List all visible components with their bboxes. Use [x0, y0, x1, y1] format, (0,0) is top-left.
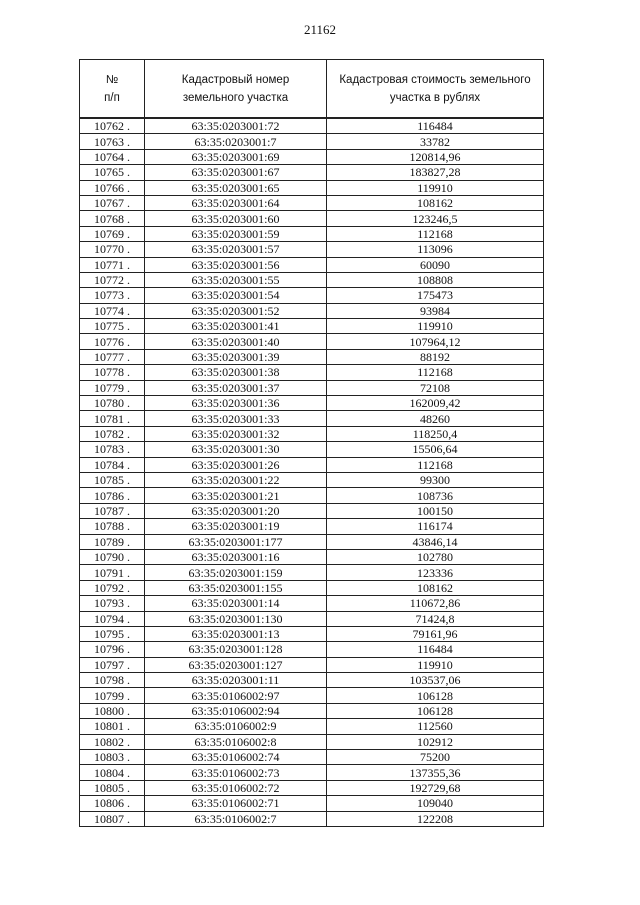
row-number-cell: 10807 . — [80, 811, 145, 826]
row-number-cell: 10781 . — [80, 411, 145, 426]
cadastral-value-cell: 33782 — [327, 134, 544, 149]
table-row — [80, 657, 544, 672]
cadastral-value-cell: 116174 — [327, 519, 544, 534]
table-row — [80, 519, 544, 534]
cadastral-number-cell: 63:35:0203001:30 — [145, 442, 327, 457]
cadastral-value-cell: 137355,36 — [327, 765, 544, 780]
cadastral-number-cell: 63:35:0106002:97 — [145, 688, 327, 703]
table-row — [80, 118, 544, 134]
table-row — [80, 288, 544, 303]
row-number-cell: 10768 . — [80, 211, 145, 226]
cadastral-value-cell: 112168 — [327, 457, 544, 472]
cadastral-value-cell: 106128 — [327, 703, 544, 718]
table-row — [80, 242, 544, 257]
cadastral-number-cell: 63:35:0203001:16 — [145, 549, 327, 564]
cadastral-value-cell: 108162 — [327, 580, 544, 595]
row-number-cell: 10787 . — [80, 503, 145, 518]
cadastral-number-cell: 63:35:0203001:54 — [145, 288, 327, 303]
table-row — [80, 580, 544, 595]
cadastral-value-cell: 123336 — [327, 565, 544, 580]
cadastral-number-cell: 63:35:0106002:74 — [145, 750, 327, 765]
table-row — [80, 226, 544, 241]
table-row — [80, 349, 544, 364]
row-number-cell: 10770 . — [80, 242, 145, 257]
table-row — [80, 703, 544, 718]
cadastral-value-cell: 192729,68 — [327, 780, 544, 795]
row-number-cell: 10806 . — [80, 796, 145, 811]
row-number-cell: 10786 . — [80, 488, 145, 503]
cadastral-number-cell: 63:35:0203001:39 — [145, 349, 327, 364]
cadastral-number-cell: 63:35:0203001:59 — [145, 226, 327, 241]
cadastral-value-cell: 15506,64 — [327, 442, 544, 457]
cadastral-number-cell: 63:35:0203001:14 — [145, 596, 327, 611]
table-row — [80, 811, 544, 826]
table-body — [80, 118, 544, 826]
row-number-cell: 10795 . — [80, 626, 145, 641]
table-row — [80, 319, 544, 334]
cadastral-value-cell: 79161,96 — [327, 626, 544, 641]
row-number-cell: 10766 . — [80, 180, 145, 195]
cadastral-value-cell: 116484 — [327, 118, 544, 134]
table-row — [80, 472, 544, 487]
table-row — [80, 334, 544, 349]
cadastral-number-cell: 63:35:0203001:69 — [145, 149, 327, 164]
row-number-cell: 10785 . — [80, 472, 145, 487]
row-number-cell: 10800 . — [80, 703, 145, 718]
row-number-cell: 10793 . — [80, 596, 145, 611]
table-row — [80, 750, 544, 765]
table-row — [80, 303, 544, 318]
cadastral-number-cell: 63:35:0203001:26 — [145, 457, 327, 472]
cadastral-value-cell: 123246,5 — [327, 211, 544, 226]
row-number-cell: 10765 . — [80, 165, 145, 180]
table-row — [80, 565, 544, 580]
page-number: 21162 — [303, 22, 337, 37]
header-number — [80, 60, 145, 119]
header-cadastral-number-line-2: земельного участка — [182, 91, 289, 104]
header-cadastral-number-line-1: Кадастровый номер — [181, 73, 290, 86]
table-row — [80, 396, 544, 411]
header-cadastral-value — [327, 60, 544, 119]
cadastral-number-cell: 63:35:0203001:13 — [145, 626, 327, 641]
table-row — [80, 149, 544, 164]
cadastral-value-cell: 175473 — [327, 288, 544, 303]
cadastral-number-cell: 63:35:0203001:40 — [145, 334, 327, 349]
row-number-cell: 10772 . — [80, 272, 145, 287]
cadastral-number-cell: 63:35:0203001:65 — [145, 180, 327, 195]
cadastral-number-cell: 63:35:0203001:7 — [145, 134, 327, 149]
cadastral-number-cell: 63:35:0203001:19 — [145, 519, 327, 534]
cadastral-value-table — [79, 59, 544, 827]
cadastral-value-cell: 72108 — [327, 380, 544, 395]
cadastral-value-cell: 108162 — [327, 195, 544, 210]
row-number-cell: 10788 . — [80, 519, 145, 534]
cadastral-number-cell: 63:35:0203001:177 — [145, 534, 327, 549]
cadastral-value-cell: 110672,86 — [327, 596, 544, 611]
row-number-cell: 10783 . — [80, 442, 145, 457]
cadastral-value-cell: 102912 — [327, 734, 544, 749]
row-number-cell: 10803 . — [80, 750, 145, 765]
cadastral-value-cell: 118250,4 — [327, 426, 544, 441]
row-number-cell: 10791 . — [80, 565, 145, 580]
cadastral-number-cell: 63:35:0106002:8 — [145, 734, 327, 749]
cadastral-value-cell: 112168 — [327, 226, 544, 241]
row-number-cell: 10779 . — [80, 380, 145, 395]
row-number-cell: 10778 . — [80, 365, 145, 380]
table-header — [80, 60, 544, 119]
table-row — [80, 611, 544, 626]
row-number-cell: 10797 . — [80, 657, 145, 672]
cadastral-number-cell: 63:35:0203001:32 — [145, 426, 327, 441]
cadastral-value-cell: 119910 — [327, 319, 544, 334]
table-row — [80, 765, 544, 780]
header-cadastral-value-line-1: Кадастровая стоимость земельного — [339, 73, 531, 86]
table-row — [80, 457, 544, 472]
cadastral-value-cell: 106128 — [327, 688, 544, 703]
cadastral-number-cell: 63:35:0203001:22 — [145, 472, 327, 487]
cadastral-value-cell: 99300 — [327, 472, 544, 487]
row-number-cell: 10773 . — [80, 288, 145, 303]
table-row — [80, 626, 544, 641]
row-number-cell: 10764 . — [80, 149, 145, 164]
row-number-cell: 10789 . — [80, 534, 145, 549]
table-row — [80, 380, 544, 395]
table-row — [80, 503, 544, 518]
row-number-cell: 10782 . — [80, 426, 145, 441]
row-number-cell: 10798 . — [80, 673, 145, 688]
table-row — [80, 365, 544, 380]
cadastral-number-cell: 63:35:0203001:128 — [145, 642, 327, 657]
cadastral-value-cell: 88192 — [327, 349, 544, 364]
row-number-cell: 10774 . — [80, 303, 145, 318]
row-number-cell: 10776 . — [80, 334, 145, 349]
row-number-cell: 10801 . — [80, 719, 145, 734]
table-row — [80, 642, 544, 657]
row-number-cell: 10763 . — [80, 134, 145, 149]
cadastral-value-cell: 43846,14 — [327, 534, 544, 549]
cadastral-value-cell: 71424,8 — [327, 611, 544, 626]
row-number-cell: 10792 . — [80, 580, 145, 595]
cadastral-number-cell: 63:35:0106002:94 — [145, 703, 327, 718]
table-row — [80, 411, 544, 426]
table-row — [80, 195, 544, 210]
cadastral-value-cell: 116484 — [327, 642, 544, 657]
table-row — [80, 272, 544, 287]
row-number-cell: 10769 . — [80, 226, 145, 241]
cadastral-number-cell: 63:35:0106002:72 — [145, 780, 327, 795]
cadastral-value-cell: 48260 — [327, 411, 544, 426]
cadastral-value-cell: 100150 — [327, 503, 544, 518]
cadastral-value-cell: 108736 — [327, 488, 544, 503]
row-number-cell: 10771 . — [80, 257, 145, 272]
row-number-cell: 10802 . — [80, 734, 145, 749]
cadastral-value-cell: 108808 — [327, 272, 544, 287]
table-row — [80, 688, 544, 703]
row-number-cell: 10790 . — [80, 549, 145, 564]
cadastral-value-cell: 60090 — [327, 257, 544, 272]
cadastral-number-cell: 63:35:0106002:71 — [145, 796, 327, 811]
row-number-cell: 10799 . — [80, 688, 145, 703]
cadastral-number-cell: 63:35:0203001:21 — [145, 488, 327, 503]
cadastral-value-cell: 103537,06 — [327, 673, 544, 688]
cadastral-value-cell: 122208 — [327, 811, 544, 826]
cadastral-number-cell: 63:35:0106002:73 — [145, 765, 327, 780]
row-number-cell: 10777 . — [80, 349, 145, 364]
row-number-cell: 10780 . — [80, 396, 145, 411]
cadastral-number-cell: 63:35:0203001:56 — [145, 257, 327, 272]
table-row — [80, 488, 544, 503]
cadastral-value-cell: 112560 — [327, 719, 544, 734]
cadastral-value-cell: 93984 — [327, 303, 544, 318]
row-number-cell: 10762 . — [80, 118, 145, 134]
row-number-cell: 10794 . — [80, 611, 145, 626]
header-number-line-2: п/п — [104, 91, 120, 104]
table-row — [80, 719, 544, 734]
cadastral-number-cell: 63:35:0106002:7 — [145, 811, 327, 826]
table-row — [80, 165, 544, 180]
table-header-row — [80, 60, 544, 119]
cadastral-value-cell: 162009,42 — [327, 396, 544, 411]
table-row — [80, 780, 544, 795]
cadastral-value-cell: 112168 — [327, 365, 544, 380]
cadastral-value-cell: 120814,96 — [327, 149, 544, 164]
cadastral-number-cell: 63:35:0203001:33 — [145, 411, 327, 426]
cadastral-number-cell: 63:35:0106002:9 — [145, 719, 327, 734]
cadastral-number-cell: 63:35:0203001:159 — [145, 565, 327, 580]
cadastral-number-cell: 63:35:0203001:36 — [145, 396, 327, 411]
row-number-cell: 10805 . — [80, 780, 145, 795]
table-row — [80, 673, 544, 688]
table-row — [80, 180, 544, 195]
table-row — [80, 442, 544, 457]
table-row — [80, 796, 544, 811]
table-row — [80, 134, 544, 149]
cadastral-number-cell: 63:35:0203001:60 — [145, 211, 327, 226]
cadastral-value-cell: 183827,28 — [327, 165, 544, 180]
table-row — [80, 534, 544, 549]
table-row — [80, 426, 544, 441]
cadastral-value-cell: 119910 — [327, 180, 544, 195]
row-number-cell: 10767 . — [80, 195, 145, 210]
cadastral-number-cell: 63:35:0203001:130 — [145, 611, 327, 626]
cadastral-value-cell: 109040 — [327, 796, 544, 811]
cadastral-value-cell: 113096 — [327, 242, 544, 257]
cadastral-number-cell: 63:35:0203001:38 — [145, 365, 327, 380]
cadastral-number-cell: 63:35:0203001:127 — [145, 657, 327, 672]
table-row — [80, 211, 544, 226]
cadastral-number-cell: 63:35:0203001:64 — [145, 195, 327, 210]
cadastral-value-cell: 119910 — [327, 657, 544, 672]
cadastral-number-cell: 63:35:0203001:20 — [145, 503, 327, 518]
cadastral-value-cell: 75200 — [327, 750, 544, 765]
row-number-cell: 10784 . — [80, 457, 145, 472]
row-number-cell: 10796 . — [80, 642, 145, 657]
row-number-cell: 10775 . — [80, 319, 145, 334]
table-row — [80, 549, 544, 564]
cadastral-number-cell: 63:35:0203001:57 — [145, 242, 327, 257]
cadastral-value-cell: 107964,12 — [327, 334, 544, 349]
cadastral-number-cell: 63:35:0203001:41 — [145, 319, 327, 334]
cadastral-value-cell: 102780 — [327, 549, 544, 564]
header-number-line-1: № — [105, 73, 119, 86]
cadastral-number-cell: 63:35:0203001:67 — [145, 165, 327, 180]
header-cadastral-value-line-2: участка в рублях — [389, 91, 481, 104]
table-row — [80, 734, 544, 749]
table-row — [80, 596, 544, 611]
table-row — [80, 257, 544, 272]
cadastral-number-cell: 63:35:0203001:155 — [145, 580, 327, 595]
cadastral-number-cell: 63:35:0203001:52 — [145, 303, 327, 318]
cadastral-number-cell: 63:35:0203001:72 — [145, 118, 327, 134]
cadastral-number-cell: 63:35:0203001:11 — [145, 673, 327, 688]
cadastral-number-cell: 63:35:0203001:55 — [145, 272, 327, 287]
header-cadastral-number — [145, 60, 327, 119]
row-number-cell: 10804 . — [80, 765, 145, 780]
cadastral-number-cell: 63:35:0203001:37 — [145, 380, 327, 395]
